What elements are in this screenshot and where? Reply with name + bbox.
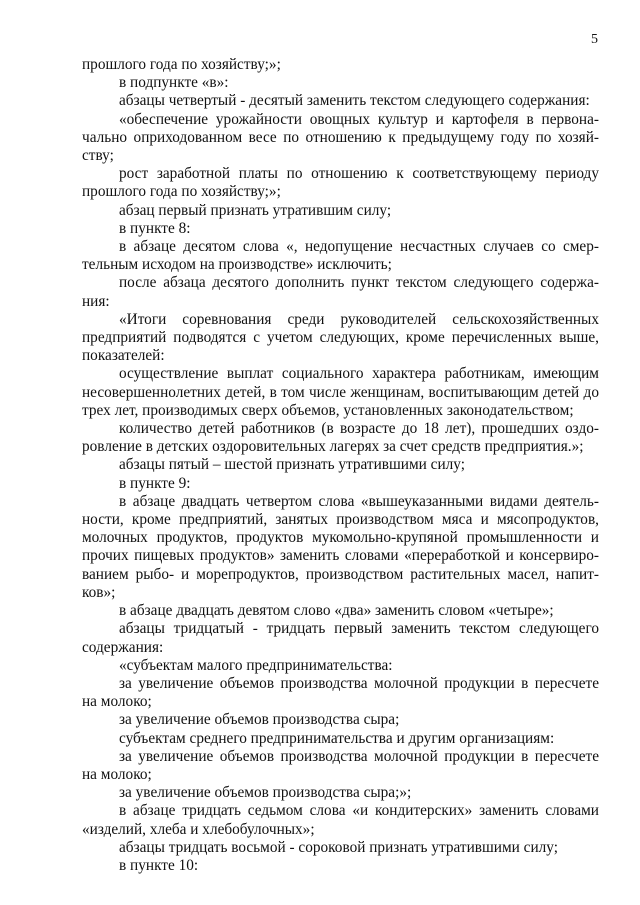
paragraph: «субъектам малого предпринимательства: xyxy=(119,656,393,674)
paragraph: абзацы четвертый - десятый заменить текстом следующего содержания: xyxy=(119,92,590,110)
page-number: 5 xyxy=(591,32,598,47)
paragraph: в абзаце тридцать седьмом слова «и кондитерских» заменить словами «изделий, хлеба и хлебобулочных»; xyxy=(82,802,599,838)
paragraph: прошлого года по хозяйству;»; xyxy=(82,56,281,73)
document-body xyxy=(82,56,599,875)
paragraph: в абзаце десятом слова «, недопущение несчастных случаев со смертельным исходом на производстве» исключить; xyxy=(82,238,599,274)
paragraph: субъектам среднего предпринимательства и другим организациям: xyxy=(119,729,555,747)
paragraph: после абзаца десятого дополнить пункт текстом следующего содержания: xyxy=(82,274,599,310)
paragraph: в абзаце двадцать четвертом слова «вышеуказанными видами деятельности, кроме предприятий, занятых производством мяса и мясопродуктов, молочных продуктов, продуктов мукомольно-крупяной промышленности и прочих пищевых продуктов» заменить словами «переработкой и консервированием рыбо- и морепродуктов, производством растительных масел, напитков»; xyxy=(82,492,599,601)
paragraph: за увеличение объемов производства сыра;»; xyxy=(119,784,412,802)
paragraph: рост заработной платы по отношению к соответствующему периоду прошлого года по хозяйству;»; xyxy=(82,165,599,201)
paragraph: абзацы тридцать восьмой - сороковой признать утратившими силу; xyxy=(119,838,558,856)
paragraph: абзац первый признать утратившим силу; xyxy=(119,201,392,219)
paragraph: за увеличение объемов производства молочной продукции в пересчете на молоко; xyxy=(82,747,599,783)
paragraph: в пункте 10: xyxy=(119,856,199,874)
paragraph: за увеличение объемов производства сыра; xyxy=(119,711,400,729)
paragraph: абзацы пятый – шестой признать утратившими силу; xyxy=(119,456,465,474)
paragraph: в пункте 8: xyxy=(119,219,191,237)
paragraph: осуществление выплат социального характера работникам, имеющим несовершеннолетних детей, в том числе женщинам, воспитывающим детей до трех лет, производимых сверх объемов, установленных законодательством; xyxy=(82,365,599,419)
paragraph: в пункте 9: xyxy=(119,474,191,492)
paragraph: количество детей работников (в возрасте до 18 лет), прошедших оздоровление в детских оздоровительных лагерях за счет средств предприятия.»; xyxy=(82,420,599,456)
paragraph: «Итоги соревнования среди руководителей сельскохозяйственных предприятий подводятся с учетом следующих, кроме перечисленных выше, показателей: xyxy=(82,310,599,365)
paragraph: в абзаце двадцать девятом слово «два» заменить словом «четыре»; xyxy=(119,602,554,620)
paragraph: в подпункте «в»: xyxy=(119,74,229,92)
paragraph: абзацы тридцатый - тридцать первый заменить текстом следующего содержания: xyxy=(82,620,599,656)
paragraph: «обеспечение урожайности овощных культур и картофеля в первоначально оприходованном весе по отношению к предыдущему году по хозяйству; xyxy=(82,110,599,165)
paragraph: за увеличение объемов производства молочной продукции в пересчете на молоко; xyxy=(82,674,599,711)
